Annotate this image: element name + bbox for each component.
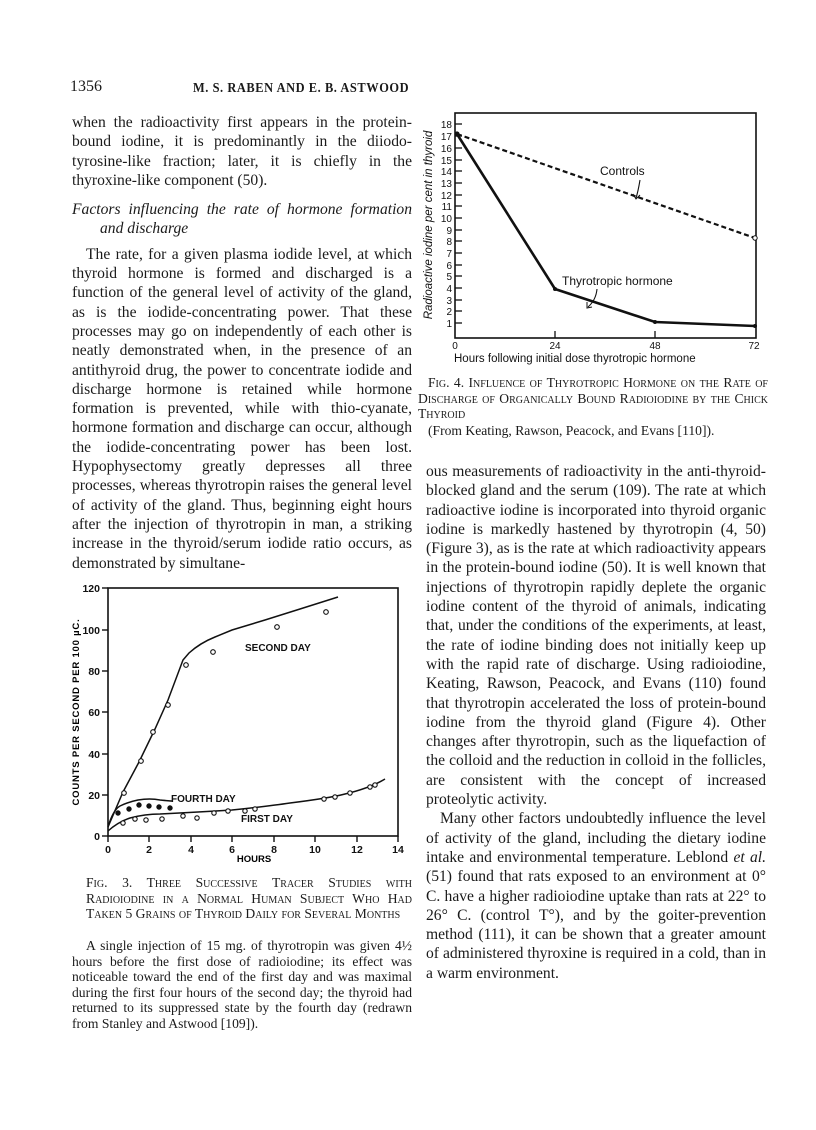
svg-text:12: 12 [351,844,363,856]
svg-text:18: 18 [440,120,452,131]
paragraph: ous measurements of radioactivity in the anti-thyroid-blocked gland and the serum (109). The rate at which radioactive iodine is incorporated into thyroid organic iodine is markedly hastened by thyrotropin (4, 50) (Figure 3), as is the rate at which radioactivity appears in the protein-bound iodine (50). It is well known that injections of thyrotropin rapidly deplete the organic iodine content of the thyroid of animals, indicating that, under the conditions of the experiments, at least, the rate of iodine binding does not initially keep up with the rapid rate of discharge. Using radioiodine, Keating, Rawson, Peacock, and Evans (110) found that thyrotropin accelerated the loss of protein-bound iodine from the thyroid gland (Figure 4). Other changes after thyrotropin, such as the liquefaction of the colloid and the reduction in colloid in the follicles, are consistent with the concept of increased proteolytic activity. [426,463,766,809]
paragraph: when the radioactivity first appears in the protein-bound iodine, it is predominantly in the diiodo-tyrosine-like fraction; later, it is chiefly in the thyroxine-like component (50). [72,114,412,189]
svg-text:5: 5 [446,272,452,283]
section-heading: Factors influencing the rate of hormone formation and discharge [72,201,412,238]
svg-text:100: 100 [82,625,100,637]
svg-text:14: 14 [440,167,452,178]
svg-text:12: 12 [440,191,452,202]
svg-text:6: 6 [229,844,235,856]
svg-text:20: 20 [88,790,100,802]
x-axis-label: Hours following initial dose thyrotropic hormone [454,353,696,365]
second-day-points [122,610,329,796]
y-axis-label: COUNTS PER SECOND PER 100 µC. [71,618,82,806]
svg-text:14: 14 [392,844,404,856]
y-tick-labels [441,120,453,330]
x-axis-label: HOURS [236,854,272,865]
svg-text:8: 8 [271,844,277,856]
page-number: 1356 [70,78,102,95]
svg-text:2: 2 [446,307,452,318]
left-column [72,113,412,573]
thyrotropic-line [457,134,755,326]
svg-text:60: 60 [88,707,100,719]
svg-text:40: 40 [88,749,100,761]
svg-text:7: 7 [446,249,452,260]
x-tick-labels [452,341,760,352]
svg-text:0: 0 [105,844,111,856]
second-day-curve [108,597,338,827]
thyrotropic-label: Thyrotropic hormone [562,274,673,288]
fourth-day-label: FOURTH DAY [171,794,236,805]
paragraph: The rate, for a given plasma iodide level, at which thyroid hormone is formed and discharged is a function of the general level of activity of the gland, as is the iodide-concentrating power. That these processes may go on independently of each other is neatly demonstrated when, in the presence of an antithyroid drug, the power to concentrate iodide and discharge hormone is retained while hormone formation is prevented, while with thio-cyanate, hormone formation and discharge can occur, although the iodide-concentrating power has been lost. Hypophysectomy greatly depresses all three processes, whereas thyrotropin raises the general level of activity of the gland. Thus, beginning eight hours after the injection of thyrotropin in man, a striking increase in the thyroid/serum iodide ratio occurs, as demonstrated by simultane- [72,245,412,572]
figure-3-chart [50,575,420,865]
svg-text:10: 10 [440,214,452,225]
second-day-label: SECOND DAY [245,643,311,654]
y-axis-label: Radioactive iodine per cent in thyroid [423,130,435,320]
figure-3-caption-body: A single injection of 15 mg. of thyrotropin was given 4½ hours before the first dose of radioiodine; its effect was noticeable toward the end of the first day and was maximal during the first four hours of the second day; the thyroid had returned to its suppressed state by the fourth day (redrawn from Stanley and Astwood [109]). [72,938,412,1031]
svg-text:4: 4 [446,284,452,295]
svg-text:24: 24 [549,341,561,352]
svg-text:48: 48 [649,341,661,352]
figure-4-caption-source: (From Keating, Rawson, Peacock, and Evans [110]). [428,423,715,438]
y-tick-labels [82,583,100,843]
svg-text:120: 120 [82,583,100,595]
figure-4-chart [410,108,780,378]
controls-label: Controls [600,164,645,178]
figure-4-caption-title: Fig. 4. Influence of Thyrotropic Hormone on the Rate of Discharge of Organically Bound Radioiodine by the Chick Thyroid [418,375,768,422]
svg-text:2: 2 [146,844,152,856]
svg-text:80: 80 [88,666,100,678]
svg-text:4: 4 [188,844,194,856]
running-head: M. S. RABEN AND E. B. ASTWOOD [193,80,410,95]
svg-text:15: 15 [440,156,452,167]
svg-text:6: 6 [446,261,452,272]
controls-line [457,134,755,238]
svg-text:1: 1 [446,319,452,330]
first-day-label: FIRST DAY [241,814,293,825]
svg-text:0: 0 [452,341,458,352]
svg-text:11: 11 [441,202,452,213]
svg-text:0: 0 [94,831,100,843]
svg-text:10: 10 [309,844,321,856]
svg-text:3: 3 [446,296,452,307]
paragraph: Many other factors undoubtedly influence the level of activity of the gland, including the dietary iodine intake and environmental temperature. Leblond et al. (51) found that rats exposed to an environment at 0° C. have a higher radioiodine uptake than rats at 22° to 26° C. (control T°), and by the goiter-prevention method (111), it can be shown that a greater amount of administered thyroxine is required in a cold, than in a warm environment. [426,810,767,982]
figure-3-caption-title: Fig. 3. Three Successive Tracer Studies with Radioiodine in a Normal Human Subject Who Had Taken 5 Grains of Thyroid Daily for Several Months [86,875,412,922]
svg-text:8: 8 [446,237,452,248]
svg-text:13: 13 [440,179,452,190]
svg-text:16: 16 [440,144,452,155]
svg-text:17: 17 [440,132,452,143]
right-column [426,462,766,983]
svg-text:72: 72 [748,341,760,352]
svg-text:9: 9 [446,226,452,237]
